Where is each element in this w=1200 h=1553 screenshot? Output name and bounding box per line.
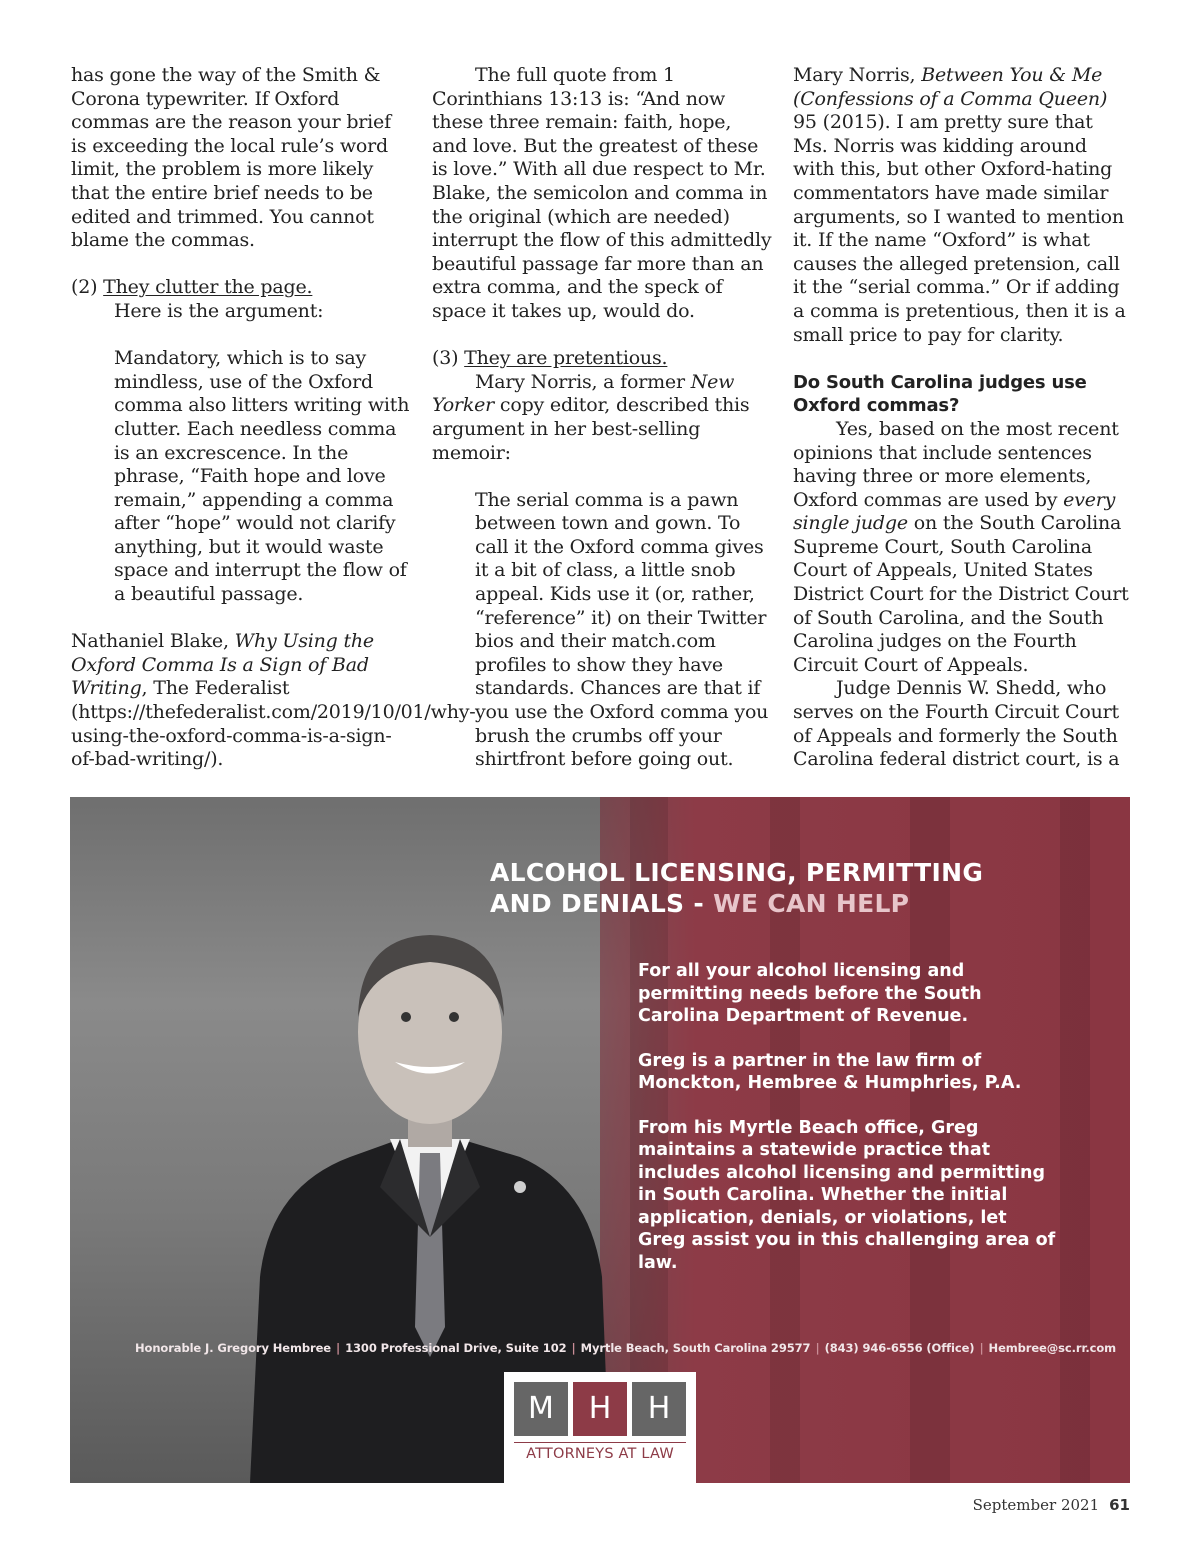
- text-run: Mary Norris, a former: [475, 370, 691, 393]
- article-column-3: [793, 64, 1133, 772]
- section-title: They clutter the page.: [103, 276, 313, 299]
- ad-body: [638, 960, 1058, 1296]
- contact-name: Honorable J. Gregory Hembree: [135, 1341, 331, 1355]
- section-heading-2: [71, 276, 411, 300]
- ad-paragraph: Greg is a partner in the law firm of Monckton, Hembree & Humphries, P.A.: [638, 1050, 1022, 1093]
- issue-date: September 2021: [972, 1496, 1100, 1514]
- section-heading: Do South Carolina judges use Oxford commas?: [793, 371, 1087, 417]
- section-heading-3: [432, 347, 772, 371]
- citation-title: Why Using the Oxford Comma Is a Sign of Bad Writing: [71, 630, 374, 700]
- contact-address: 1300 Professional Drive, Suite 102: [345, 1341, 567, 1355]
- article-column-1: [71, 64, 476, 772]
- citation-source: 95 (2015). I am pretty sure that Ms. Norris was kidding around with this, but other Oxford-hating commentators have made similar arguments, so I wanted to mention it. If the name “Oxford” is what causes the alleged pretension, call it the “serial comma.” Or if adding a comma is pretentious, then it is a small price to pay for clarity.: [793, 111, 1126, 346]
- citation-title: Between You & Me (Confessions of a Comma Queen): [793, 64, 1108, 110]
- citation: [71, 630, 476, 772]
- text-run: Yes, based on the most recent opinions that include sentences having three or more elements, Oxford commas are used by: [793, 417, 1119, 511]
- text-run: on the South Carolina Supreme Court, South Carolina Court of Appeals, United States District Court for the District Court of South Carolina, and the South Carolina judges on the Fourth Circuit Court of Appeals.: [793, 512, 1129, 676]
- block-quote: Mandatory, which is to say mindless, use of the Oxford comma also litters writing with clutter. Each needless comma is an excrescence. In the phrase, “Faith hope and love remain,” appending a comma after “hope” would not clarify anything, but it would waste space and interrupt the flow of a beautiful passage.: [114, 347, 410, 606]
- logo-letter-m: M: [514, 1382, 568, 1436]
- page-number: 61: [1109, 1496, 1130, 1514]
- ad-paragraph: From his Myrtle Beach office, Greg maintains a statewide practice that includes alcohol licensing and permitting in South Carolina. Whether the initial application, denials, or violations, let Greg assist you in this challenging area of law.: [638, 1117, 1056, 1273]
- article-column-2: [432, 64, 772, 772]
- section-title: They are pretentious.: [464, 347, 668, 370]
- text-run: copy editor, described this argument in her best-selling memoir:: [432, 394, 750, 464]
- paragraph: Judge Dennis W. Shedd, who serves on the Fourth Circuit Court of Appeals and formerly the South Carolina federal district court, is a: [793, 677, 1120, 771]
- logo-divider: [514, 1442, 686, 1443]
- citation-author: Nathaniel Blake,: [71, 630, 235, 653]
- contact-city: Myrtle Beach, South Carolina 29577: [580, 1341, 811, 1355]
- headline-line-1: ALCOHOL LICENSING, PERMITTING: [490, 858, 984, 887]
- mhh-logo: [504, 1372, 696, 1483]
- citation-source: , The Federalist (https://thefederalist.com/2019/10/01/why-using-the-oxford-comma-is-a-sign-of-bad-writing/).: [71, 677, 476, 771]
- publication-name: New Yorker: [432, 370, 735, 417]
- section-number: (3): [432, 347, 465, 370]
- column-pillar: [1060, 797, 1090, 1483]
- ad-headline: [490, 857, 1050, 919]
- headline-line-2: [490, 888, 1050, 919]
- block-quote: The serial comma is a pawn between town and gown. To call it the Oxford comma gives it a bit of class, a little snob appeal. Kids use it (or, rather, “reference” it) on their Twitter bios and their match.com profiles to show they have standards. Chances are that if you use the Oxford comma you brush the crumbs off your shirtfront before going out.: [475, 488, 769, 771]
- paragraph: has gone the way of the Smith & Corona typewriter. If Oxford commas are the reason your brief is exceeding the local rule’s word limit, the problem is more likely that the entire brief needs to be edited and trimmed. You cannot blame the commas.: [71, 64, 391, 252]
- paragraph: The full quote from 1 Corinthians 13:13 is: “And now these three remain: faith, hope, and love. But the greatest of these is love.” With all due respect to Mr. Blake, the semicolon and comma in the original (which are needed) interrupt the flow of this admittedly beautiful passage far more than an extra comma, and the speck of space it takes up, would do.: [432, 64, 772, 322]
- logo-letter-h: H: [632, 1382, 686, 1436]
- advertisement: [70, 797, 1130, 1483]
- headline-highlight: WE CAN HELP: [713, 889, 910, 918]
- logo-tagline: ATTORNEYS AT LAW: [526, 1446, 674, 1462]
- paragraph: [793, 418, 1133, 678]
- ad-contact-line: Honorable J. Gregory Hembree | 1300 Professional Drive, Suite 102 | Myrtle Beach, South Carolina 29577 | (843) 946-6556 (Office) | Hembree@sc.rr.com: [135, 1341, 1117, 1355]
- citation: [793, 64, 1133, 347]
- contact-email: Hembree@sc.rr.com: [988, 1341, 1117, 1355]
- paragraph: Here is the argument:: [114, 299, 324, 322]
- headline-text: AND DENIALS -: [490, 889, 714, 918]
- ad-paragraph: For all your alcohol licensing and permitting needs before the South Carolina Department of Revenue.: [638, 961, 982, 1026]
- paragraph: [432, 371, 772, 465]
- logo-letter-h: H: [573, 1382, 627, 1436]
- contact-phone: (843) 946-6556 (Office): [824, 1341, 975, 1355]
- page-footer: [973, 1496, 1130, 1514]
- citation-author: Mary Norris,: [793, 64, 922, 86]
- section-number: (2): [71, 276, 104, 299]
- emphasis: every single judge: [793, 488, 1116, 535]
